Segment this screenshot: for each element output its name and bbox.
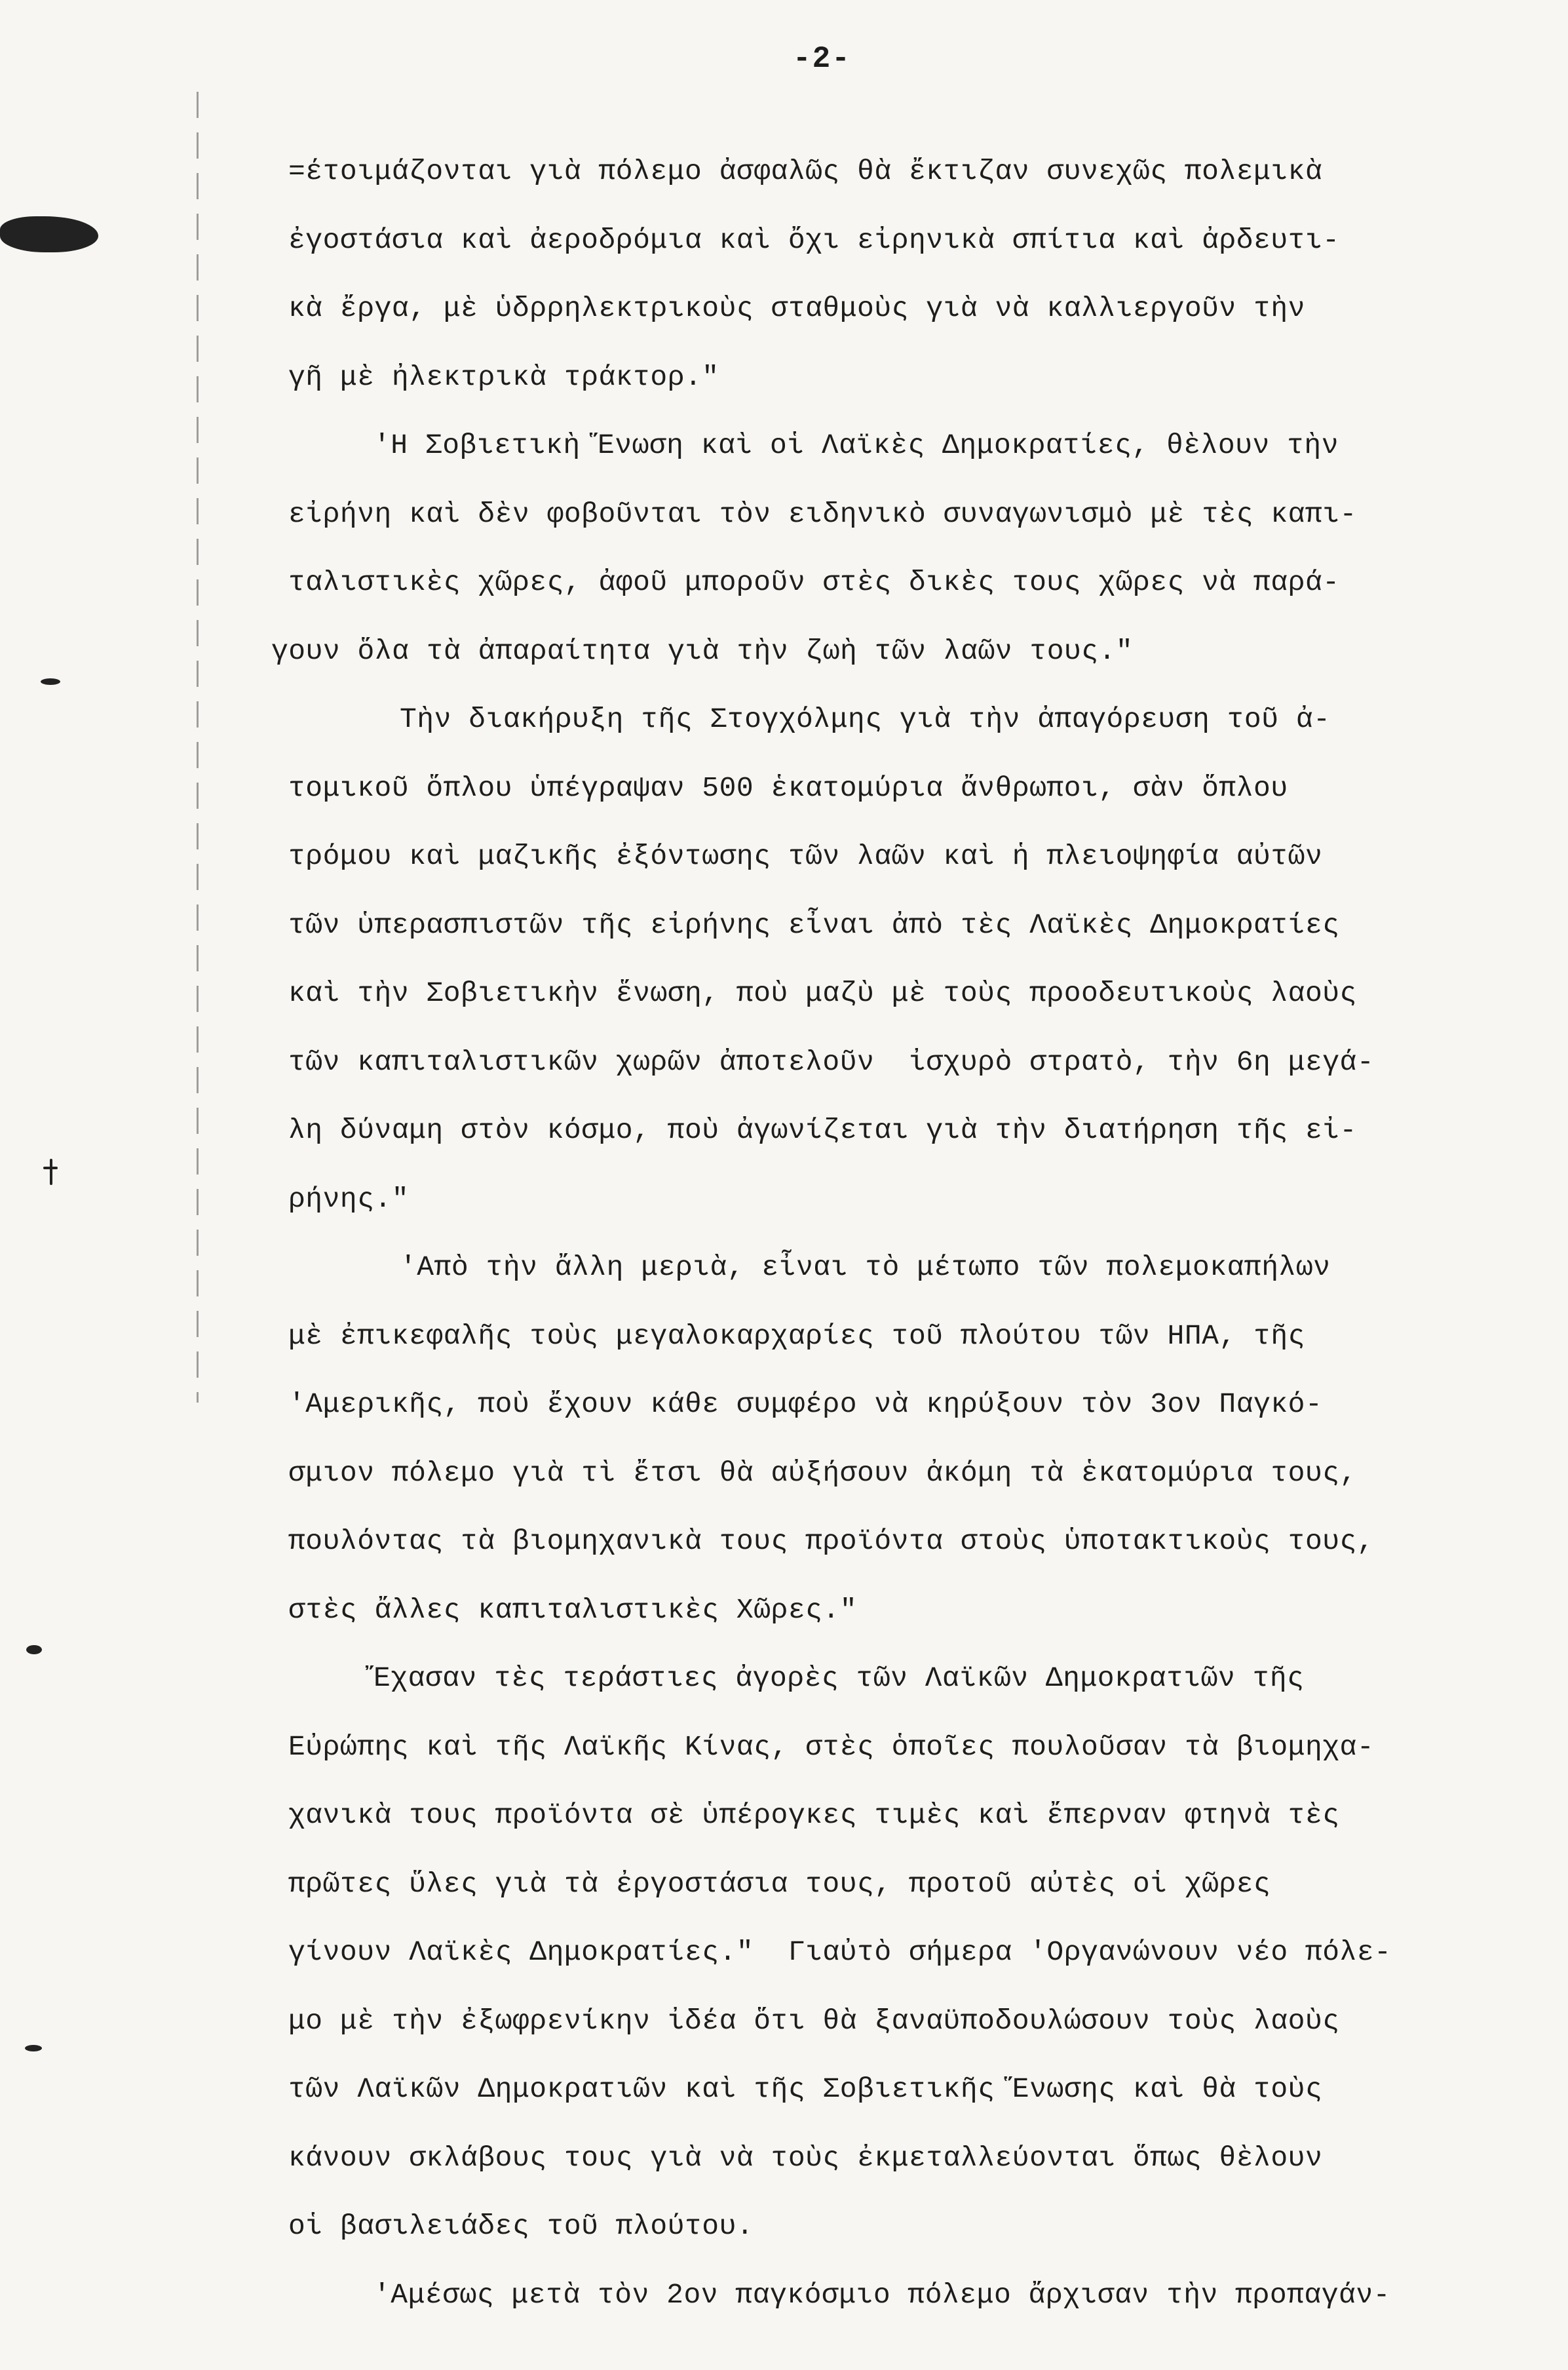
body-text [271, 138, 1527, 2329]
text-line: γῆ μὲ ἠλεκτρικὰ τράκτορ." [288, 360, 719, 393]
text-line: 'Απὸ τὴν ἄλλη μεριὰ, εἶναι τὸ μέτωπο τῶν πολεμοκαπήλων [400, 1251, 1331, 1283]
ink-blot [0, 216, 98, 252]
text-line: 'Αμέσως μετὰ τὸν 2ον παγκόσμιο πόλεμο ἄρχισαν τὴν προπαγάν- [373, 2278, 1390, 2311]
text-line: =έτοιμάζονται γιὰ πόλεμο ἀσφαλῶς θὰ ἔκτιζαν συνεχῶς πολεμικὰ [288, 155, 1323, 187]
ink-speck [50, 1159, 52, 1185]
text-line: τῶν ὑπερασπιστῶν τῆς εἰρήνης εἶναι ἀπὸ τὲς Λαϊκὲς Δημοκρατίες [288, 908, 1340, 941]
text-line: ταλιστικὲς χῶρες, ἀφοῦ μποροῦν στὲς δικὲς τους χῶρες νὰ παρά- [288, 566, 1340, 598]
text-line: 'Αμερικῆς, ποὺ ἔχουν κάθε συμφέρο νὰ κηρύξουν τὸν 3ον Παγκό- [288, 1388, 1323, 1420]
text-line: 'Η Σοβιετικὴ Ἕνωση καὶ οἱ Λαϊκὲς Δημοκρατίες, θὲλουν τὴν [373, 429, 1339, 461]
page-number: -2- [793, 42, 851, 76]
text-line: κὰ ἔργα, μὲ ὑδρρηλεκτρικοὺς σταθμοὺς γιὰ νὰ καλλιεργοῦν τὴν [288, 292, 1305, 324]
text-line: μο μὲ τὴν ἐξωφρενίκην ἰδέα ὅτι θὰ ξαναϋποδουλώσουν τοὺς λαοὺς [288, 2004, 1340, 2037]
text-line: Τὴν διακήρυξη τῆς Στογχόλμης γιὰ τὴν ἀπαγόρευση τοῦ ἀ- [400, 703, 1331, 735]
text-line: πουλόντας τὰ βιομηχανικὰ τους προϊόντα στοὺς ὑποτακτικοὺς τους, [288, 1525, 1375, 1557]
text-line: τομικοῦ ὅπλου ὑπέγραψαν 500 ἑκατομύρια ἄνθρωποι, σὰν ὅπλου [288, 771, 1288, 804]
text-line: λη δύναμη στὸν κόσμο, ποὺ ἀγωνίζεται γιὰ τὴν διατήρηση τῆς εἰ- [288, 1114, 1357, 1146]
text-line: καὶ τὴν Σοβιετικὴν ἕνωση, ποὺ μαζὺ μὲ τοὺς προοδευτικοὺς λαοὺς [288, 977, 1357, 1009]
text-line: τῶν Λαϊκῶν Δημοκρατιῶν καὶ τῆς Σοβιετικῆς Ἕνωσης καὶ θὰ τοὺς [288, 2073, 1323, 2105]
text-line: τρόμου καὶ μαζικῆς ἐξόντωσης τῶν λαῶν καὶ ἡ πλειοψηφία αὐτῶν [288, 840, 1323, 872]
text-line: χανικὰ τους προϊόντα σὲ ὑπέρογκες τιμὲς καὶ ἔπερναν φτηνὰ τὲς [288, 1799, 1340, 1831]
text-line: Εὐρώπης καὶ τῆς Λαϊκῆς Κίνας, στὲς ὁποῖες πουλοῦσαν τὰ βιομηχα- [288, 1730, 1375, 1763]
text-line: πρῶτες ὕλες γιὰ τὰ ἐργοστάσια τους, προτοῦ αὐτὲς οἱ χῶρες [288, 1867, 1271, 1900]
text-line: κάνουν σκλάβους τους γιὰ νὰ τοὺς ἐκμεταλλεύονται ὅπως θὲλουν [288, 2141, 1323, 2174]
text-line: ἐγοστάσια καὶ ἀεροδρόμια καὶ ὄχι εἰρηνικὰ σπίτια καὶ ἀρδευτι- [288, 223, 1340, 256]
text-line: γίνουν Λαϊκὲς Δημοκρατίες." Γιαὐτὸ σήμερα 'Οργανώνουν νέο πόλε- [288, 1936, 1392, 1968]
text-line: Ἔχασαν τὲς τεράστιες ἀγορὲς τῶν Λαϊκῶν Δημοκρατιῶν τῆς [373, 1662, 1305, 1694]
ink-speck [26, 1645, 42, 1654]
text-line: ρήνης." [288, 1182, 410, 1215]
text-line: σμιον πόλεμο γιὰ τὶ ἔτσι θὰ αὐξήσουν ἀκόμη τὰ ἑκατομύρια τους, [288, 1456, 1357, 1489]
text-line: οἱ βασιλειάδες τοῦ πλούτου. [288, 2210, 754, 2242]
ink-speck [41, 678, 60, 685]
text-line: τῶν καπιταλιστικῶν χωρῶν ἀποτελοῦν ἰσχυρὸ στρατὸ, τὴν 6η μεγά- [288, 1045, 1375, 1078]
text-line: εἰρήνη καὶ δὲν φοβοῦνται τὸν ειδηνικὸ συναγωνισμὸ μὲ τὲς καπι- [288, 497, 1357, 530]
text-line: γουν ὅλα τὰ ἀπαραίτητα γιὰ τὴν ζωὴ τῶν λαῶν τους." [271, 634, 1134, 667]
text-line: μὲ ἐπικεφαλῆς τοὺς μεγαλοκαρχαρίες τοῦ πλούτου τῶν ΗΠΑ, τῆς [288, 1319, 1305, 1352]
ink-speck [25, 2045, 42, 2051]
margin-rule [197, 92, 199, 1403]
text-line: στὲς ἄλλες καπιταλιστικὲς Χῶρες." [288, 1593, 858, 1626]
